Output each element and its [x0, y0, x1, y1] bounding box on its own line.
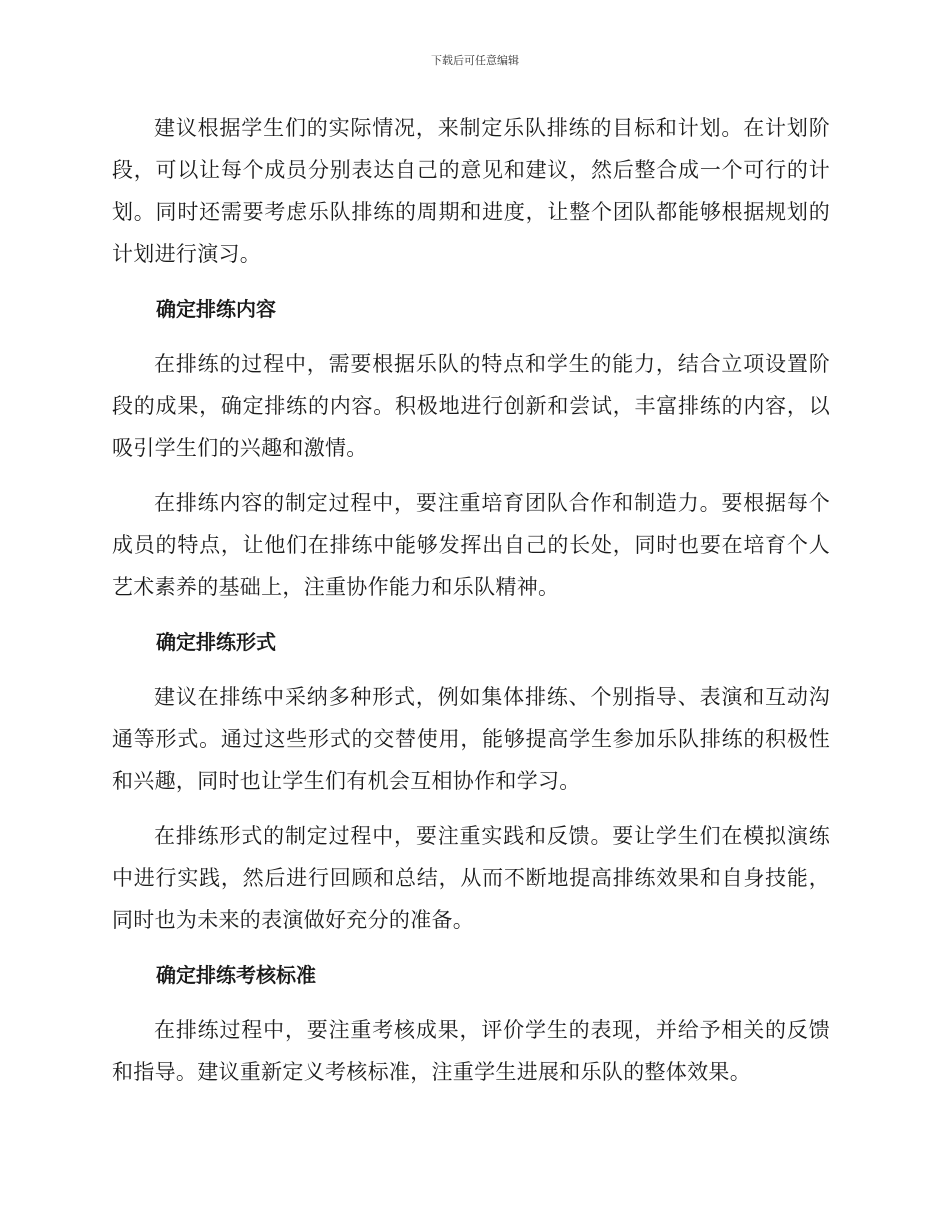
document-body: [112, 107, 830, 1106]
heading-rehearsal-content: 确定排练内容: [156, 297, 276, 321]
paragraph-planning: 建议根据学生们的实际情况，来制定乐队排练的目标和计划。在计划阶段，可以让每个成员分别表达自己的意见和建议，然后整合成一个可行的计划。同时还需要考虑乐队排练的周期和进度，让整个团队都能够根据规划的计划进行演习。: [112, 116, 830, 266]
paragraph-content-2: 在排练内容的制定过程中，要注重培育团队合作和制造力。要根据每个成员的特点，让他们在排练中能够发挥出自己的长处，同时也要在培育个人艺术素养的基础上，注重协作能力和乐队精神。: [112, 491, 830, 599]
paragraph-assessment: 在排练过程中，要注重考核成果，评价学生的表现，并给予相关的反馈和指导。建议重新定义考核标准，注重学生进展和乐队的整体效果。: [112, 1018, 830, 1084]
paragraph-format-1: 建议在排练中采纳多种形式，例如集体排练、个别指导、表演和互动沟通等形式。通过这些形式的交替使用，能够提高学生参加乐队排练的积极性和兴趣，同时也让学生们有机会互相协作和学习。: [112, 685, 830, 793]
paragraph-format-2: 在排练形式的制定过程中，要注重实践和反馈。要让学生们在模拟演练中进行实践，然后进行回顾和总结，从而不断地提高排练效果和自身技能，同时也为未来的表演做好充分的准备。: [112, 824, 830, 932]
page-header-note: 下载后可任意编辑: [431, 54, 519, 67]
heading-assessment-standard: 确定排练考核标准: [156, 963, 316, 987]
paragraph-content-1: 在排练的过程中，需要根据乐队的特点和学生的能力，结合立项设置阶段的成果，确定排练的内容。积极地进行创新和尝试，丰富排练的内容，以吸引学生们的兴趣和激情。: [112, 352, 830, 460]
heading-rehearsal-format: 确定排练形式: [156, 630, 276, 654]
